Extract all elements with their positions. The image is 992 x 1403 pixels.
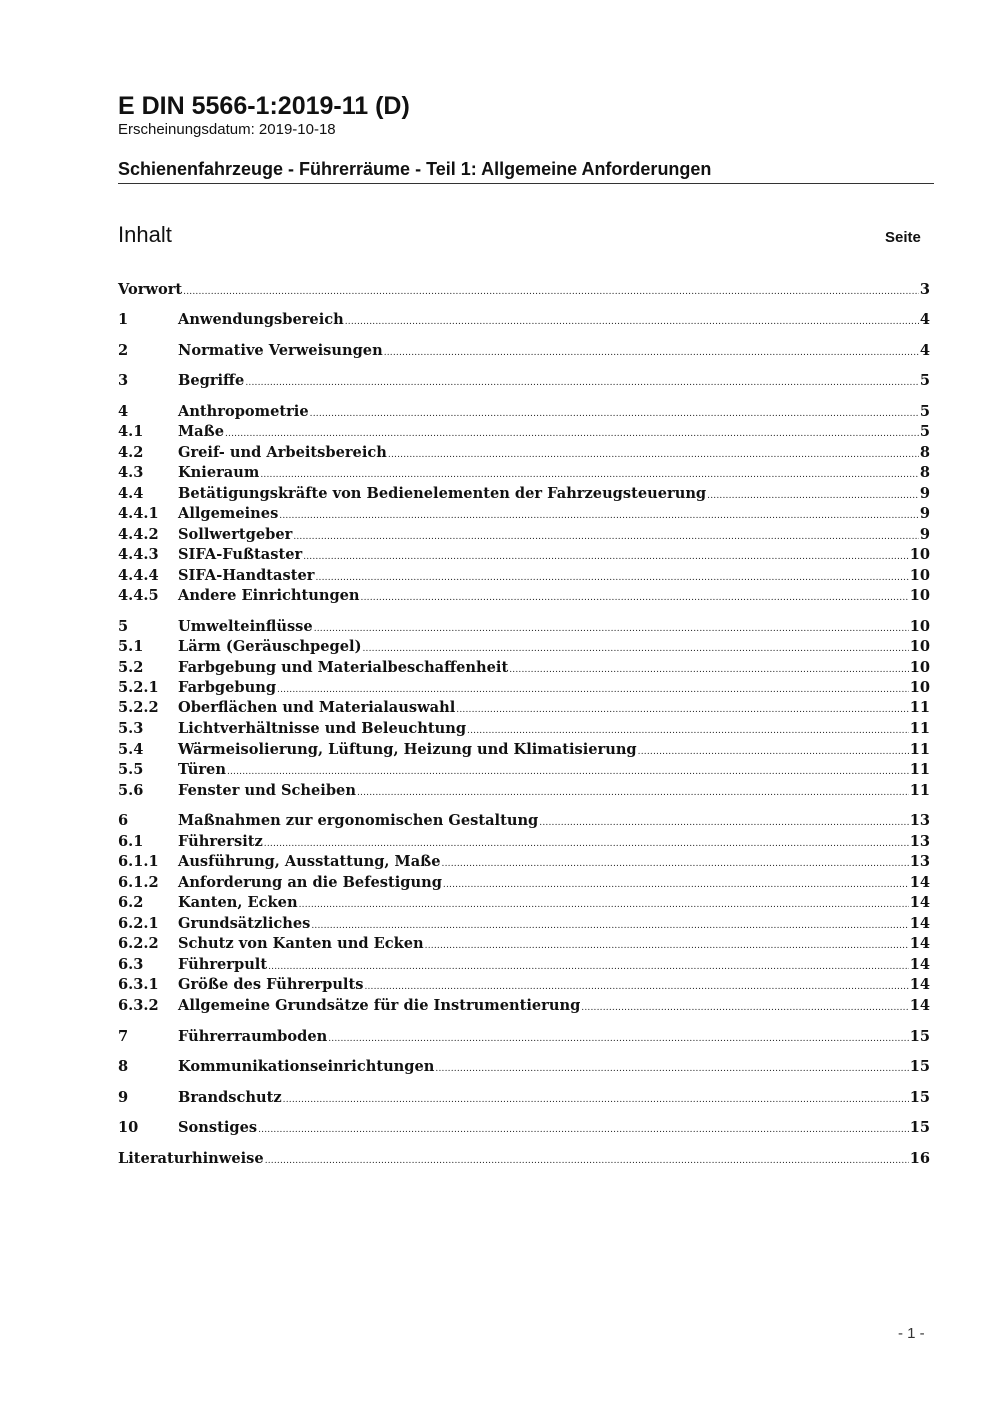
toc-entry-page: 11 [909, 720, 930, 737]
toc-entry-title: Sonstiges [178, 1119, 258, 1136]
toc-entry-page: 10 [909, 659, 930, 676]
toc-entry-number: 5.3 [118, 720, 144, 737]
toc-entry-number: 5.6 [118, 782, 144, 799]
toc-entry-title: SIFA-Handtaster [178, 567, 315, 584]
toc-entry[interactable] [118, 1028, 930, 1048]
toc-entry-title: Führerpult [178, 956, 268, 973]
toc-entry-page: 15 [909, 1119, 930, 1136]
toc-entry[interactable] [118, 505, 930, 525]
toc-entry-page: 15 [909, 1089, 930, 1106]
toc-dot-leader [293, 532, 919, 542]
toc-entry[interactable] [118, 342, 930, 362]
toc-dot-leader [388, 450, 919, 460]
toc-entry-page: 10 [909, 618, 930, 635]
toc-dot-leader [328, 1034, 908, 1044]
toc-entry-title: Normative Verweisungen [178, 342, 383, 359]
toc-entry-title: Ausführung, Ausstattung, Maße [178, 853, 441, 870]
toc-entry-number: 6.1.1 [118, 853, 159, 870]
toc-entry[interactable] [118, 833, 930, 853]
toc-dot-leader [277, 685, 909, 695]
toc-entry-page: 10 [909, 679, 930, 696]
toc-entry-page: 13 [909, 853, 930, 870]
toc-dot-leader [225, 429, 919, 439]
toc-entry-page: 10 [909, 638, 930, 655]
toc-entry-title: Sollwertgeber [178, 526, 293, 543]
toc-entry-page: 14 [909, 997, 930, 1014]
toc-entry-title: Brandschutz [178, 1089, 282, 1106]
toc-dot-leader [509, 665, 908, 675]
toc-entry[interactable] [118, 526, 930, 546]
toc-entry-page: 11 [909, 741, 930, 758]
toc-dot-leader [264, 839, 909, 849]
toc-entry-title: Umwelteinflüsse [178, 618, 313, 635]
subject-divider [118, 183, 934, 184]
toc-entry[interactable] [118, 699, 930, 719]
toc-entry-title: Allgemeine Grundsätze für die Instrumentierung [178, 997, 581, 1014]
toc-entry-title: Führersitz [178, 833, 263, 850]
toc-heading: Inhalt [118, 222, 172, 247]
toc-entry-number: 2 [118, 342, 129, 359]
toc-entry[interactable] [118, 1150, 930, 1170]
toc-entry[interactable] [118, 741, 930, 761]
toc-entry-title: Maßnahmen zur ergonomischen Gestaltung [178, 812, 539, 829]
toc-entry-title: Kommunikationseinrichtungen [178, 1058, 435, 1075]
toc-entry[interactable] [118, 1089, 930, 1109]
toc-entry-number: 6.3 [118, 956, 144, 973]
toc-entry-number: 6.2.1 [118, 915, 159, 932]
toc-dot-leader [357, 788, 909, 798]
toc-entry-page: 5 [919, 403, 930, 420]
toc-entry-page: 10 [909, 567, 930, 584]
toc-entry-number: 4.4.3 [118, 546, 159, 563]
toc-entry[interactable] [118, 956, 930, 976]
document-subject: Schienenfahrzeuge - Führerräume - Teil 1: Allgemeine Anforderungen [118, 159, 712, 179]
toc-entry-number: 4.3 [118, 464, 144, 481]
toc-entry-title: Anwendungsbereich [178, 311, 344, 328]
toc-entry[interactable] [118, 1058, 930, 1078]
toc-entry-number: 4.2 [118, 444, 144, 461]
toc-entry-page: 14 [909, 915, 930, 932]
toc-entry-page: 13 [909, 812, 930, 829]
toc-dot-leader [260, 470, 919, 480]
toc-entry-page: 8 [919, 444, 930, 461]
document-title: E DIN 5566-1:2019-11 (D) [118, 92, 410, 120]
toc-entry-page: 14 [909, 976, 930, 993]
toc-entry-page: 5 [919, 423, 930, 440]
toc-entry[interactable] [118, 464, 930, 484]
toc-entry[interactable] [118, 659, 930, 679]
page-number: - 1 - [898, 1325, 925, 1342]
toc-dot-leader [442, 859, 909, 869]
toc-dot-leader [435, 1064, 908, 1074]
toc-entry[interactable] [118, 761, 930, 781]
toc-entry[interactable] [118, 976, 930, 996]
toc-entry[interactable] [118, 720, 930, 740]
toc-entry-page: 13 [909, 833, 930, 850]
toc-entry-page: 14 [909, 894, 930, 911]
toc-entry-title: Allgemeines [178, 505, 279, 522]
toc-dot-leader [183, 287, 919, 297]
toc-entry-number: 5.1 [118, 638, 144, 655]
toc-entry-number: 4.1 [118, 423, 144, 440]
publication-date: Erscheinungsdatum: 2019-10-18 [118, 121, 336, 138]
toc-entry-number: 4.4.5 [118, 587, 159, 604]
toc-dot-leader [581, 1003, 908, 1013]
toc-dot-leader [314, 624, 909, 634]
toc-entry-page: 14 [909, 874, 930, 891]
toc-entry-number: 7 [118, 1028, 129, 1045]
toc-entry-page: 3 [919, 281, 930, 298]
toc-entry[interactable] [118, 311, 930, 331]
toc-entry[interactable] [118, 1119, 930, 1139]
toc-entry-number: 5.4 [118, 741, 144, 758]
toc-entry-title: Führerraumboden [178, 1028, 328, 1045]
toc-dot-leader [310, 409, 919, 419]
toc-entry[interactable] [118, 679, 930, 699]
toc-entry-page: 9 [919, 485, 930, 502]
toc-entry-number: 5 [118, 618, 129, 635]
toc-dot-leader [467, 726, 909, 736]
toc-dot-leader [303, 552, 909, 562]
toc-entry-page: 9 [919, 505, 930, 522]
toc-entry-page: 11 [909, 699, 930, 716]
toc-entry-number: 6.1.2 [118, 874, 159, 891]
toc-dot-leader [384, 348, 919, 358]
toc-entry-number: 4.4.1 [118, 505, 159, 522]
toc-entry-number: 6.3.1 [118, 976, 159, 993]
toc-entry-number: 5.2 [118, 659, 144, 676]
toc-entry[interactable] [118, 281, 930, 301]
toc-entry[interactable] [118, 587, 930, 607]
toc-entry-title: Farbgebung und Materialbeschaffenheit [178, 659, 509, 676]
toc-entry-number: 4.4.4 [118, 567, 159, 584]
toc-entry-title: Wärmeisolierung, Lüftung, Heizung und Klimatisierung [178, 741, 637, 758]
toc-entry-number: 6.3.2 [118, 997, 159, 1014]
toc-entry[interactable] [118, 546, 930, 566]
toc-dot-leader [345, 317, 919, 327]
toc-entry-title: Türen [178, 761, 226, 778]
toc-entry[interactable] [118, 372, 930, 392]
toc-dot-leader [456, 705, 908, 715]
toc-entry[interactable] [118, 444, 930, 464]
toc-entry-number: 6.2 [118, 894, 144, 911]
toc-entry[interactable] [118, 874, 930, 894]
toc-dot-leader [227, 767, 909, 777]
toc-entry-number: 10 [118, 1119, 139, 1136]
toc-dot-leader [364, 982, 908, 992]
toc-entry-number: 9 [118, 1089, 129, 1106]
toc-dot-leader [268, 962, 909, 972]
toc-entry[interactable] [118, 997, 930, 1017]
toc-entry-title: Vorwort [118, 281, 183, 298]
toc-entry[interactable] [118, 812, 930, 832]
toc-dot-leader [443, 880, 909, 890]
toc-entry-title: Fenster und Scheiben [178, 782, 356, 799]
toc-entry-number: 3 [118, 372, 129, 389]
toc-dot-leader [299, 900, 909, 910]
toc-dot-leader [279, 511, 919, 521]
toc-entry-title: Knieraum [178, 464, 260, 481]
toc-entry-title: Literaturhinweise [118, 1150, 264, 1167]
toc-entry-title: Lichtverhältnisse und Beleuchtung [178, 720, 467, 737]
toc-entry-page: 15 [909, 1058, 930, 1075]
toc-entry[interactable] [118, 567, 930, 587]
toc-entry-number: 5.2.1 [118, 679, 159, 696]
toc-dot-leader [425, 941, 909, 951]
toc-entry[interactable] [118, 935, 930, 955]
toc-entry-page: 14 [909, 935, 930, 952]
toc-entry-number: 6.1 [118, 833, 144, 850]
toc-entry-number: 5.5 [118, 761, 144, 778]
toc-entry-title: Farbgebung [178, 679, 277, 696]
toc-entry-number: 1 [118, 311, 129, 328]
toc-entry-number: 6.2.2 [118, 935, 159, 952]
toc-entry[interactable] [118, 782, 930, 802]
toc-entry-number: 6 [118, 812, 129, 829]
toc-entry-title: Oberflächen und Materialauswahl [178, 699, 456, 716]
toc-entry-title: Kanten, Ecken [178, 894, 298, 911]
toc-entry-title: Anthropometrie [178, 403, 309, 420]
toc-entry-page: 10 [909, 587, 930, 604]
toc-entry[interactable] [118, 638, 930, 658]
toc-entry-page: 4 [919, 311, 930, 328]
toc-entry[interactable] [118, 915, 930, 935]
toc-entry-title: Anforderung an die Befestigung [178, 874, 442, 891]
toc-entry-title: Betätigungskräfte von Bedienelementen der Fahrzeugsteuerung [178, 485, 707, 502]
toc-dot-leader [245, 378, 919, 388]
toc-entry-page: 10 [909, 546, 930, 563]
toc-entry-title: Größe des Führerpults [178, 976, 364, 993]
toc-entry-page: 11 [909, 782, 930, 799]
toc-entry[interactable] [118, 423, 930, 443]
toc-entry-page: 9 [919, 526, 930, 543]
toc-entry-title: Lärm (Geräuschpegel) [178, 638, 362, 655]
toc-entry-number: 5.2.2 [118, 699, 159, 716]
toc-entry[interactable] [118, 618, 930, 638]
toc-page-column-label: Seite [885, 229, 921, 246]
toc-dot-leader [258, 1125, 909, 1135]
toc-dot-leader [315, 573, 908, 583]
toc-dot-leader [539, 818, 908, 828]
toc-entry-page: 5 [919, 372, 930, 389]
toc-entry-title: Maße [178, 423, 224, 440]
toc-entry-title: Andere Einrichtungen [178, 587, 360, 604]
toc-entry-page: 4 [919, 342, 930, 359]
toc-dot-leader [361, 593, 909, 603]
toc-entry-number: 8 [118, 1058, 129, 1075]
toc-entry-page: 11 [909, 761, 930, 778]
toc-entry-page: 14 [909, 956, 930, 973]
toc-entry[interactable] [118, 853, 930, 873]
toc-entry-number: 4.4 [118, 485, 144, 502]
toc-dot-leader [311, 921, 908, 931]
toc-dot-leader [638, 747, 909, 757]
toc-entry-page: 16 [909, 1150, 930, 1167]
toc-dot-leader [707, 491, 919, 501]
toc-dot-leader [283, 1095, 909, 1105]
toc-entry-title: Schutz von Kanten und Ecken [178, 935, 424, 952]
toc-entry[interactable] [118, 894, 930, 914]
toc-entry-page: 15 [909, 1028, 930, 1045]
toc-dot-leader [265, 1156, 909, 1166]
toc-entry-number: 4.4.2 [118, 526, 159, 543]
toc-entry-page: 8 [919, 464, 930, 481]
toc-entry-title: SIFA-Fußtaster [178, 546, 303, 563]
toc-entry-title: Begriffe [178, 372, 245, 389]
toc-entry-number: 4 [118, 403, 129, 420]
toc-entry[interactable] [118, 485, 930, 505]
toc-entry[interactable] [118, 403, 930, 423]
toc-entry-title: Greif- und Arbeitsbereich [178, 444, 387, 461]
toc-dot-leader [362, 644, 908, 654]
toc-entry-title: Grundsätzliches [178, 915, 311, 932]
